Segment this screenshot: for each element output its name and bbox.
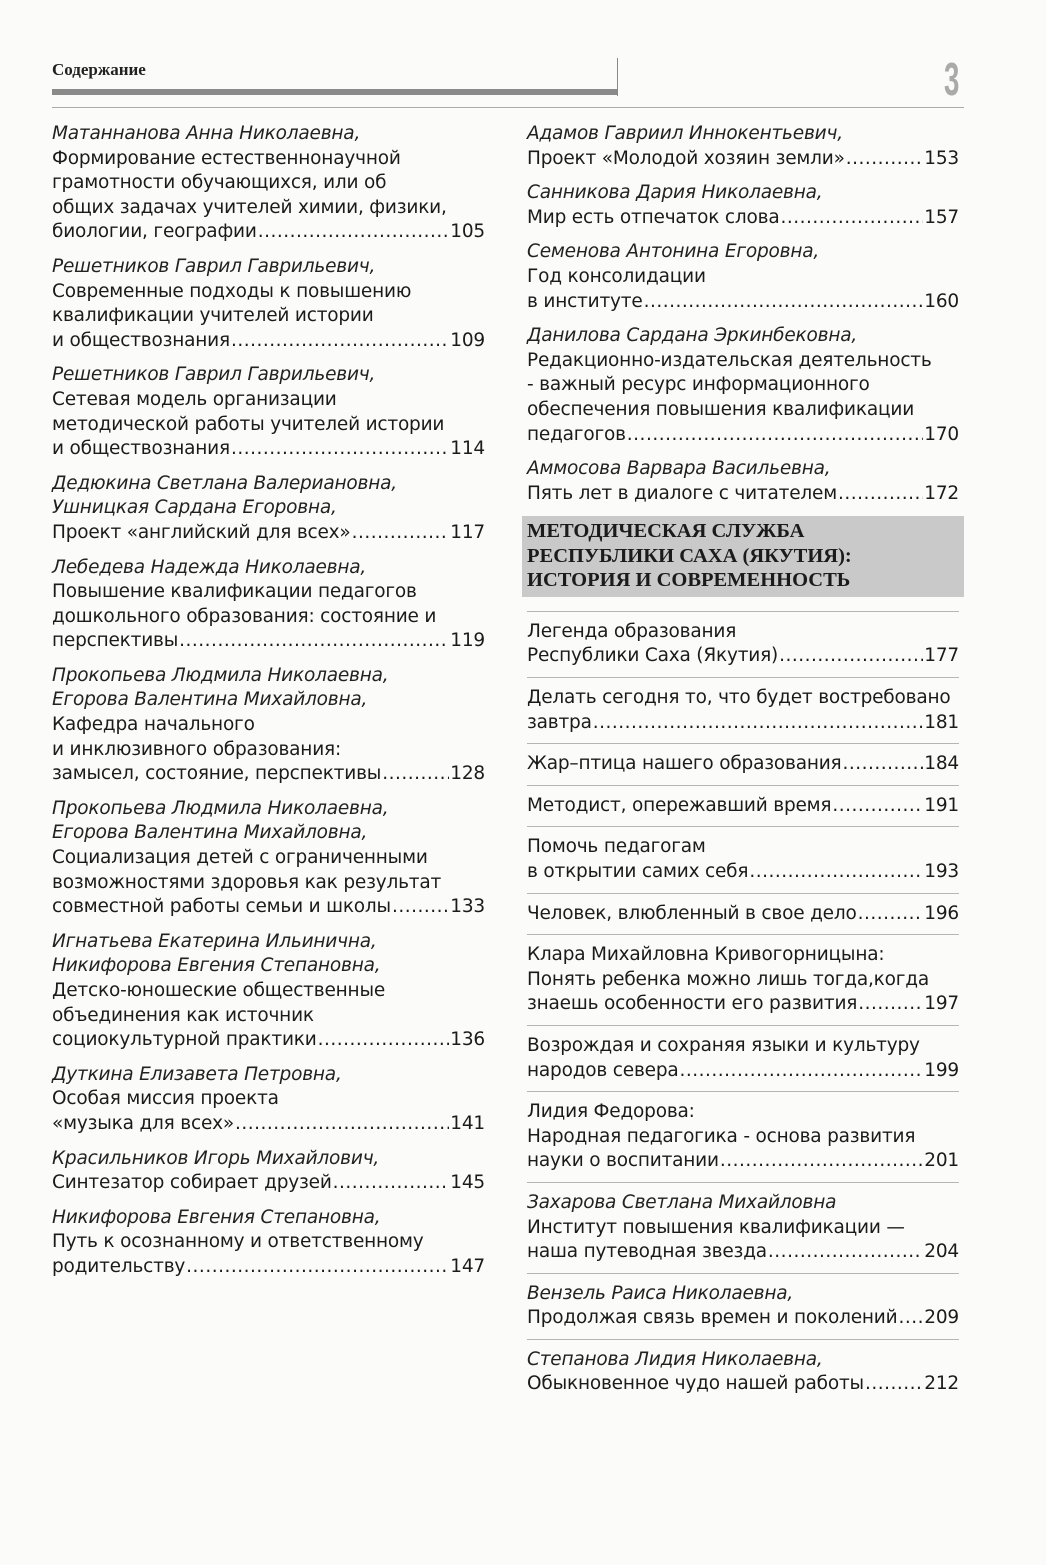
entry-last-line [527,644,959,669]
entry-author: Красильников Игорь Михайлович, [52,1147,380,1169]
entry-last-line [527,1240,959,1265]
entry-page-number: 191 [924,794,959,816]
entry-author: Дуткина Елизавета Петровна, [52,1063,342,1085]
entry-page-number: 153 [924,147,959,169]
entry-page-number: 170 [924,423,959,445]
toc-entry [52,1147,485,1196]
toc-entry [527,181,959,230]
entry-last-line [52,329,485,354]
entry-last-line [527,290,959,315]
entry-title-line: Республики Саха (Якутия) [527,645,779,667]
page-number: 3 [944,53,960,105]
entry-page-number: 199 [924,1059,959,1081]
entry-title-line: Проект «английский для всех» [52,521,351,543]
entry-title-line: дошкольного образования: состояние и [52,605,437,627]
entry-page-number: 201 [924,1150,959,1172]
entry-author: Вензель Раиса Николаевна, [527,1282,794,1304]
entry-author: Егорова Валентина Михайловна, [52,822,368,844]
toc-entry [527,457,959,506]
toc-entry [527,743,959,777]
dot-leader [768,1240,923,1265]
toc-left-column [52,122,485,1290]
entry-title-line: Народная педагогика - основа развития [527,1125,916,1147]
entry-title-line: Сетевая модель организации [52,388,337,410]
entry-last-line [527,1306,959,1331]
dot-leader [779,644,923,669]
dot-leader [593,711,924,736]
toc-entry [527,240,959,314]
dot-leader [186,1255,449,1280]
entry-title-line: педагогов [527,423,626,445]
entry-author: Решетников Гаврил Гаврильевич, [52,255,376,277]
entry-title-line: Возрождая и сохраняя языки и культуру [527,1034,920,1056]
entry-title-line: Легенда образования [527,620,737,642]
toc-entry [52,472,485,546]
toc-entry [527,1182,959,1265]
entry-author: Адамов Гавриил Иннокентьевич, [527,123,843,144]
dot-leader [179,629,449,654]
entry-author: Данилова Сардана Эркинбековна, [527,325,858,347]
entry-page-number: 141 [450,1112,485,1134]
entry-page-number: 128 [450,763,485,785]
toc-entry [527,1339,959,1397]
entry-page-number: 147 [450,1255,485,1277]
dot-leader [858,992,923,1017]
entry-page-number: 204 [924,1241,959,1263]
toc-entry [527,677,959,735]
entry-author: Решетников Гаврил Гаврильевич, [52,364,376,386]
entry-title-line: и обществознания [52,329,230,351]
toc-entry [527,893,959,927]
entry-last-line [52,629,485,654]
dot-leader [865,1372,923,1397]
entry-title-line: возможностями здоровья как результат [52,871,442,893]
entry-last-line [527,1372,959,1397]
entry-page-number: 184 [924,753,959,775]
entry-author: Семенова Антонина Егоровна, [527,241,820,263]
entry-title-line: совместной работы семьи и школы [52,896,391,918]
entry-title-line: в открытии самих себя [527,860,749,882]
entry-title-line: обеспечения повышения квалификации [527,398,915,420]
entry-page-number: 160 [924,290,959,312]
entry-last-line [52,1255,485,1280]
toc-entry [52,930,485,1053]
section-title-line: МЕТОДИЧЕСКАЯ СЛУЖБА [527,520,805,543]
entry-last-line [527,902,959,927]
dot-leader [258,220,450,245]
toc-entry [52,797,485,920]
dot-leader [231,437,449,462]
entry-title-line: Формирование естественнонаучной [52,147,401,169]
entry-title-line: и обществознания [52,438,230,460]
header-divider [617,58,618,96]
entry-page-number: 105 [450,221,485,243]
entry-last-line [527,794,959,819]
entry-title-line: Понять ребенка можно лишь тогда,когда [527,968,929,990]
entry-page-number: 193 [924,860,959,882]
entry-page-number: 212 [924,1373,959,1395]
entry-last-line [52,521,485,546]
section-title-line: ИСТОРИЯ И СОВРЕМЕННОСТЬ [527,569,851,592]
section-heading [522,516,964,597]
toc-entry [52,122,485,245]
entry-title-line: «музыка для всех» [52,1112,235,1134]
toc-entry [527,934,959,1017]
toc-entry [527,1091,959,1174]
entry-page-number: 117 [450,521,485,543]
entry-page-number: 209 [924,1307,959,1329]
entry-title-line: Жар–птица нашего образования [527,753,842,775]
entry-author: Дедюкина Светлана Валериановна, [52,472,397,494]
entry-last-line [527,860,959,885]
dot-leader [846,147,924,172]
toc-entry [52,255,485,353]
dot-leader [838,482,923,507]
toc-entry [527,122,959,171]
toc-right-column [527,122,959,1405]
entry-title-line: Путь к осознанному и ответственному [52,1231,424,1253]
entry-title-line: перспективы [52,630,179,652]
entry-title-line: Мир есть отпечаток слова [527,206,780,228]
entry-title-line: народов севера [527,1059,679,1081]
dot-leader [231,329,449,354]
entry-title-line: Современные подходы к повышению [52,280,412,302]
entry-title-line: - важный ресурс информационного [527,374,870,396]
entry-last-line [52,1171,485,1196]
entry-title-line: квалификации учителей истории [52,305,374,327]
toc-entry [52,556,485,654]
toc-entry [527,785,959,819]
entry-last-line [527,1149,959,1174]
dot-leader [720,1149,923,1174]
entry-author: Егорова Валентина Михайловна, [52,689,368,711]
entry-title-line: Обыкновенное чудо нашей работы [527,1373,864,1395]
entry-title-line: Повышение квалификации педагогов [52,581,417,603]
entry-title-line: Год консолидации [527,265,706,287]
toc-entry [527,324,959,447]
entry-author: Санникова Дария Николаевна, [527,182,823,204]
toc-entry [52,664,485,787]
dot-leader [392,895,449,920]
entry-page-number: 177 [924,645,959,667]
entry-page-number: 119 [450,630,485,652]
entry-last-line [527,482,959,507]
entry-last-line [527,1059,959,1084]
entry-title-line: общих задачах учителей химии, физики, [52,196,447,218]
entry-author: Захарова Светлана Михайловна [527,1191,837,1213]
entry-page-number: 109 [450,329,485,351]
dot-leader [832,794,923,819]
entry-last-line [527,752,959,777]
dot-leader [680,1059,924,1084]
entry-title-line: социокультурной практики [52,1029,317,1051]
entry-page-number: 197 [924,993,959,1015]
header-rule [52,107,964,108]
entry-title-line: Особая миссия проекта [52,1088,279,1110]
toc-entry [527,826,959,884]
entry-last-line [527,206,959,231]
entry-title-line: замысел, состояние, перспективы [52,763,382,785]
entry-title-line: объединения как источник [52,1004,314,1026]
entry-title-line: и инклюзивного образования: [52,738,341,760]
entry-author: Прокопьева Людмила Николаевна, [52,797,389,819]
entry-title-line: Клара Михайловна Кривогорницына: [527,944,885,966]
entry-page-number: 181 [924,711,959,733]
entry-author: Аммосова Варвара Васильевна, [527,458,831,480]
entry-author: Никифорова Евгения Степановна, [52,955,381,977]
section-title-line: РЕСПУБЛИКИ САХА (ЯКУТИЯ): [527,544,852,567]
entry-title-line: грамотности обучающихся, или об [52,172,387,194]
entry-title-line: завтра [527,711,592,733]
entry-last-line [52,895,485,920]
entry-last-line [52,1112,485,1137]
dot-leader [644,290,924,315]
dot-leader [780,206,923,231]
entry-last-line [527,423,959,448]
entry-title-line: Продолжая связь времен и поколений [527,1307,898,1329]
entry-author: Игнатьева Екатерина Ильинична, [52,930,377,952]
entry-title-line: знаешь особенности его развития [527,993,858,1015]
entry-title-line: Социализация детей с ограниченными [52,847,428,869]
entry-page-number: 136 [450,1029,485,1051]
dot-leader [382,762,449,787]
entry-last-line [527,711,959,736]
entry-title-line: биологии, географии [52,221,257,243]
entry-title-line: Помочь педагогам [527,836,706,858]
entry-title-line: Редакционно-издательская деятельность [527,349,932,371]
entry-page-number: 145 [450,1172,485,1194]
header-bar [52,89,618,95]
dot-leader [235,1112,449,1137]
entry-title-line: Институт повышения квалификации — [527,1216,905,1238]
dot-leader [858,902,924,927]
toc-entry [52,1206,485,1280]
entry-last-line [52,1028,485,1053]
entry-title-line: Человек, влюбленный в свое дело [527,902,857,924]
dot-leader [352,521,450,546]
dot-leader [842,752,923,777]
dot-leader [627,423,923,448]
entry-title-line: Лидия Федорова: [527,1101,695,1123]
entry-last-line [52,437,485,462]
entry-last-line [527,147,959,172]
dot-leader [749,860,923,885]
entry-title-line: наша путеводная звезда [527,1241,767,1263]
entry-title-line: Делать сегодня то, что будет востребовано [527,687,951,708]
entry-author: Ушницкая Сардана Егоровна, [52,497,337,519]
entry-title-line: в институте [527,290,643,312]
entry-author: Лебедева Надежда Николаевна, [52,556,367,578]
dot-leader [898,1306,923,1331]
entry-title-line: Методист, опережавший время [527,794,832,816]
entry-title-line: науки о воспитании [527,1150,719,1172]
entry-page-number: 172 [924,482,959,504]
entry-title-line: методической работы учителей истории [52,413,445,435]
entry-last-line [52,220,485,245]
toc-entry [52,363,485,461]
toc-entry [527,1025,959,1083]
entry-page-number: 114 [450,438,485,460]
dot-leader [318,1028,450,1053]
entry-title-line: родительству [52,1255,186,1277]
dot-leader [333,1171,450,1196]
toc-entry [527,1273,959,1331]
entry-page-number: 157 [924,206,959,228]
entry-last-line [52,762,485,787]
entry-title-line: Синтезатор собирает друзей [52,1172,332,1194]
entry-author: Степанова Лидия Николаевна, [527,1348,823,1370]
entry-title-line: Проект «Молодой хозяин земли» [527,147,845,169]
toc-entry [527,611,959,669]
entry-title-line: Детско-юношеские общественные [52,980,386,1001]
entry-author: Никифорова Евгения Степановна, [52,1206,381,1228]
toc-entry [52,1063,485,1137]
running-header-title: Содержание [52,60,146,79]
entry-title-line: Кафедра начального [52,714,255,736]
entry-title-line: Пять лет в диалоге с читателем [527,482,837,504]
entry-page-number: 196 [924,902,959,924]
entry-author: Прокопьева Людмила Николаевна, [52,664,389,686]
entry-author: Матаннанова Анна Николаевна, [52,123,361,144]
entry-page-number: 133 [450,896,485,918]
entry-last-line [527,992,959,1017]
